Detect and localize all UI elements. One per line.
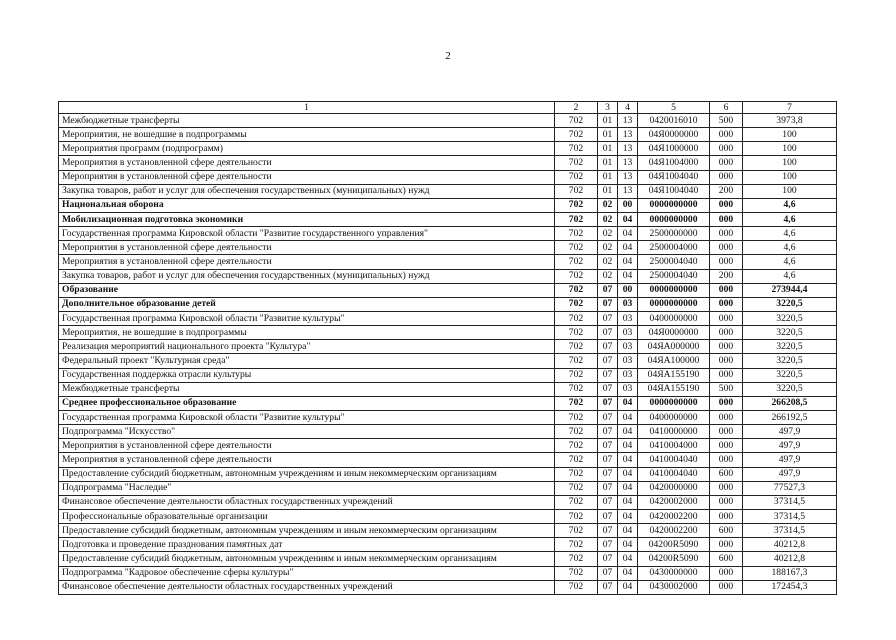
row-target-cell: 04ЯА155190 bbox=[638, 382, 710, 396]
row-amount-cell: 3220,5 bbox=[743, 382, 837, 396]
row-section-cell: 07 bbox=[598, 580, 618, 594]
row-code-cell: 702 bbox=[555, 524, 598, 538]
row-name-cell: Подготовка и проведение празднования памятных дат bbox=[59, 538, 555, 552]
header-cell: 7 bbox=[743, 102, 837, 114]
table-row bbox=[59, 552, 837, 566]
row-type-cell: 000 bbox=[710, 241, 743, 255]
header-cell: 6 bbox=[710, 102, 743, 114]
row-target-cell: 0420000000 bbox=[638, 481, 710, 495]
row-section-cell: 07 bbox=[598, 326, 618, 340]
row-type-cell: 000 bbox=[710, 297, 743, 311]
row-subsection-cell: 03 bbox=[618, 368, 638, 382]
row-subsection-cell: 04 bbox=[618, 396, 638, 410]
row-target-cell: 0000000000 bbox=[638, 283, 710, 297]
header-cell: 2 bbox=[555, 102, 598, 114]
row-amount-cell: 4,6 bbox=[743, 241, 837, 255]
row-section-cell: 01 bbox=[598, 184, 618, 198]
row-subsection-cell: 03 bbox=[618, 311, 638, 325]
row-subsection-cell: 04 bbox=[618, 453, 638, 467]
row-name-cell: Финансовое обеспечение деятельности областных государственных учреждений bbox=[59, 580, 555, 594]
row-name-cell: Закупка товаров, работ и услуг для обеспечения государственных (муниципальных) нужд bbox=[59, 269, 555, 283]
row-section-cell: 07 bbox=[598, 368, 618, 382]
row-code-cell: 702 bbox=[555, 255, 598, 269]
row-amount-cell: 77527,3 bbox=[743, 481, 837, 495]
table-row bbox=[59, 439, 837, 453]
table-row bbox=[59, 340, 837, 354]
row-section-cell: 01 bbox=[598, 114, 618, 128]
row-target-cell: 0410000000 bbox=[638, 425, 710, 439]
table-row bbox=[59, 509, 837, 523]
row-code-cell: 702 bbox=[555, 425, 598, 439]
row-subsection-cell: 13 bbox=[618, 128, 638, 142]
row-target-cell: 0400000000 bbox=[638, 311, 710, 325]
row-amount-cell: 37314,5 bbox=[743, 495, 837, 509]
row-target-cell: 04Я0000000 bbox=[638, 128, 710, 142]
row-subsection-cell: 04 bbox=[618, 580, 638, 594]
table-row bbox=[59, 198, 837, 212]
table-row bbox=[59, 255, 837, 269]
row-code-cell: 702 bbox=[555, 354, 598, 368]
row-code-cell: 702 bbox=[555, 453, 598, 467]
table-row bbox=[59, 269, 837, 283]
row-subsection-cell: 03 bbox=[618, 326, 638, 340]
row-section-cell: 07 bbox=[598, 552, 618, 566]
table-row bbox=[59, 326, 837, 340]
row-name-cell: Мероприятия в установленной сфере деятельности bbox=[59, 170, 555, 184]
row-section-cell: 07 bbox=[598, 396, 618, 410]
row-section-cell: 07 bbox=[598, 439, 618, 453]
row-target-cell: 0420002000 bbox=[638, 495, 710, 509]
row-type-cell: 500 bbox=[710, 114, 743, 128]
row-target-cell: 0430000000 bbox=[638, 566, 710, 580]
row-subsection-cell: 04 bbox=[618, 241, 638, 255]
row-name-cell: Мероприятия в установленной сфере деятельности bbox=[59, 439, 555, 453]
row-type-cell: 000 bbox=[710, 311, 743, 325]
table-row bbox=[59, 156, 837, 170]
row-section-cell: 07 bbox=[598, 509, 618, 523]
row-name-cell: Образование bbox=[59, 283, 555, 297]
table-row bbox=[59, 212, 837, 226]
row-target-cell: 2500004040 bbox=[638, 255, 710, 269]
row-type-cell: 000 bbox=[710, 425, 743, 439]
row-name-cell: Мероприятия в установленной сфере деятельности bbox=[59, 241, 555, 255]
row-amount-cell: 497,9 bbox=[743, 453, 837, 467]
row-type-cell: 000 bbox=[710, 566, 743, 580]
row-section-cell: 02 bbox=[598, 255, 618, 269]
row-name-cell: Финансовое обеспечение деятельности областных государственных учреждений bbox=[59, 495, 555, 509]
row-name-cell: Профессиональные образовательные организации bbox=[59, 509, 555, 523]
row-amount-cell: 3220,5 bbox=[743, 340, 837, 354]
row-name-cell: Предоставление субсидий бюджетным, автономным учреждениям и иным некоммерческим организациям bbox=[59, 552, 555, 566]
table-row bbox=[59, 538, 837, 552]
row-target-cell: 0000000000 bbox=[638, 212, 710, 226]
row-code-cell: 702 bbox=[555, 241, 598, 255]
table-row bbox=[59, 524, 837, 538]
row-subsection-cell: 04 bbox=[618, 212, 638, 226]
row-section-cell: 02 bbox=[598, 269, 618, 283]
row-target-cell: 04ЯА100000 bbox=[638, 354, 710, 368]
row-name-cell: Подпрограмма "Кадровое обеспечение сферы культуры" bbox=[59, 566, 555, 580]
table-row bbox=[59, 453, 837, 467]
row-target-cell: 04Я0000000 bbox=[638, 326, 710, 340]
row-name-cell: Мероприятия в установленной сфере деятельности bbox=[59, 156, 555, 170]
row-name-cell: Федеральный проект "Культурная среда" bbox=[59, 354, 555, 368]
table-row bbox=[59, 354, 837, 368]
row-amount-cell: 100 bbox=[743, 128, 837, 142]
row-section-cell: 07 bbox=[598, 566, 618, 580]
row-type-cell: 000 bbox=[710, 128, 743, 142]
row-section-cell: 02 bbox=[598, 241, 618, 255]
row-section-cell: 07 bbox=[598, 297, 618, 311]
row-amount-cell: 100 bbox=[743, 142, 837, 156]
row-section-cell: 07 bbox=[598, 467, 618, 481]
row-section-cell: 07 bbox=[598, 425, 618, 439]
row-code-cell: 702 bbox=[555, 311, 598, 325]
table-row bbox=[59, 297, 837, 311]
row-name-cell: Закупка товаров, работ и услуг для обеспечения государственных (муниципальных) нужд bbox=[59, 184, 555, 198]
row-type-cell: 000 bbox=[710, 170, 743, 184]
table-row bbox=[59, 283, 837, 297]
row-subsection-cell: 13 bbox=[618, 184, 638, 198]
row-type-cell: 000 bbox=[710, 580, 743, 594]
row-target-cell: 04ЯА000000 bbox=[638, 340, 710, 354]
table-row bbox=[59, 382, 837, 396]
row-code-cell: 702 bbox=[555, 283, 598, 297]
row-subsection-cell: 04 bbox=[618, 524, 638, 538]
row-section-cell: 07 bbox=[598, 524, 618, 538]
row-section-cell: 02 bbox=[598, 227, 618, 241]
row-name-cell: Мероприятия, не вошедшие в подпрограммы bbox=[59, 128, 555, 142]
row-section-cell: 01 bbox=[598, 156, 618, 170]
row-type-cell: 000 bbox=[710, 453, 743, 467]
row-section-cell: 07 bbox=[598, 410, 618, 424]
row-section-cell: 07 bbox=[598, 311, 618, 325]
row-section-cell: 07 bbox=[598, 340, 618, 354]
row-amount-cell: 188167,3 bbox=[743, 566, 837, 580]
row-name-cell: Мероприятия в установленной сфере деятельности bbox=[59, 453, 555, 467]
row-code-cell: 702 bbox=[555, 269, 598, 283]
table-row bbox=[59, 580, 837, 594]
row-code-cell: 702 bbox=[555, 297, 598, 311]
row-type-cell: 200 bbox=[710, 184, 743, 198]
row-amount-cell: 40212,8 bbox=[743, 538, 837, 552]
row-code-cell: 702 bbox=[555, 566, 598, 580]
row-amount-cell: 266192,5 bbox=[743, 410, 837, 424]
row-target-cell: 0420016010 bbox=[638, 114, 710, 128]
table-row bbox=[59, 227, 837, 241]
row-subsection-cell: 00 bbox=[618, 198, 638, 212]
row-type-cell: 000 bbox=[710, 283, 743, 297]
row-amount-cell: 4,6 bbox=[743, 269, 837, 283]
row-name-cell: Межбюджетные трансферты bbox=[59, 114, 555, 128]
table-body bbox=[59, 114, 837, 595]
row-amount-cell: 40212,8 bbox=[743, 552, 837, 566]
row-section-cell: 07 bbox=[598, 453, 618, 467]
row-code-cell: 702 bbox=[555, 509, 598, 523]
row-amount-cell: 172454,3 bbox=[743, 580, 837, 594]
table-row bbox=[59, 396, 837, 410]
row-subsection-cell: 04 bbox=[618, 410, 638, 424]
row-target-cell: 0420002200 bbox=[638, 509, 710, 523]
row-type-cell: 600 bbox=[710, 524, 743, 538]
row-subsection-cell: 03 bbox=[618, 340, 638, 354]
row-section-cell: 01 bbox=[598, 170, 618, 184]
row-amount-cell: 4,6 bbox=[743, 212, 837, 226]
table-row bbox=[59, 410, 837, 424]
row-subsection-cell: 04 bbox=[618, 538, 638, 552]
row-code-cell: 702 bbox=[555, 114, 598, 128]
header-row bbox=[59, 102, 837, 114]
row-code-cell: 702 bbox=[555, 538, 598, 552]
row-code-cell: 702 bbox=[555, 170, 598, 184]
row-subsection-cell: 04 bbox=[618, 227, 638, 241]
row-code-cell: 702 bbox=[555, 156, 598, 170]
row-amount-cell: 100 bbox=[743, 170, 837, 184]
row-target-cell: 0000000000 bbox=[638, 297, 710, 311]
row-code-cell: 702 bbox=[555, 467, 598, 481]
row-target-cell: 04Я1004040 bbox=[638, 184, 710, 198]
row-section-cell: 07 bbox=[598, 481, 618, 495]
row-code-cell: 702 bbox=[555, 340, 598, 354]
row-code-cell: 702 bbox=[555, 552, 598, 566]
row-name-cell: Подпрограмма "Искусство" bbox=[59, 425, 555, 439]
row-code-cell: 702 bbox=[555, 227, 598, 241]
row-amount-cell: 3220,5 bbox=[743, 297, 837, 311]
row-type-cell: 500 bbox=[710, 382, 743, 396]
row-name-cell: Среднее профессиональное образование bbox=[59, 396, 555, 410]
row-target-cell: 0410004040 bbox=[638, 453, 710, 467]
row-section-cell: 02 bbox=[598, 212, 618, 226]
row-amount-cell: 3220,5 bbox=[743, 311, 837, 325]
row-name-cell: Мероприятия программ (подпрограмм) bbox=[59, 142, 555, 156]
row-subsection-cell: 04 bbox=[618, 255, 638, 269]
row-type-cell: 000 bbox=[710, 340, 743, 354]
row-code-cell: 702 bbox=[555, 326, 598, 340]
row-amount-cell: 266208,5 bbox=[743, 396, 837, 410]
row-amount-cell: 273944,4 bbox=[743, 283, 837, 297]
row-subsection-cell: 13 bbox=[618, 156, 638, 170]
row-target-cell: 04ЯА155190 bbox=[638, 368, 710, 382]
row-subsection-cell: 00 bbox=[618, 283, 638, 297]
row-type-cell: 000 bbox=[710, 538, 743, 552]
row-name-cell: Предоставление субсидий бюджетным, автономным учреждениям и иным некоммерческим организациям bbox=[59, 524, 555, 538]
row-target-cell: 04200R5090 bbox=[638, 538, 710, 552]
row-subsection-cell: 04 bbox=[618, 495, 638, 509]
row-amount-cell: 3973,8 bbox=[743, 114, 837, 128]
row-code-cell: 702 bbox=[555, 128, 598, 142]
table-row bbox=[59, 114, 837, 128]
row-type-cell: 000 bbox=[710, 509, 743, 523]
row-section-cell: 07 bbox=[598, 382, 618, 396]
table-row bbox=[59, 170, 837, 184]
row-code-cell: 702 bbox=[555, 198, 598, 212]
row-type-cell: 000 bbox=[710, 198, 743, 212]
row-section-cell: 01 bbox=[598, 142, 618, 156]
row-section-cell: 07 bbox=[598, 354, 618, 368]
row-code-cell: 702 bbox=[555, 184, 598, 198]
row-code-cell: 702 bbox=[555, 142, 598, 156]
row-type-cell: 600 bbox=[710, 467, 743, 481]
row-type-cell: 000 bbox=[710, 255, 743, 269]
row-target-cell: 04200R5090 bbox=[638, 552, 710, 566]
header-cell: 5 bbox=[638, 102, 710, 114]
row-amount-cell: 3220,5 bbox=[743, 354, 837, 368]
row-type-cell: 200 bbox=[710, 269, 743, 283]
row-name-cell: Подпрограмма "Наследие" bbox=[59, 481, 555, 495]
row-type-cell: 000 bbox=[710, 212, 743, 226]
row-name-cell: Национальная оборона bbox=[59, 198, 555, 212]
row-section-cell: 07 bbox=[598, 538, 618, 552]
row-target-cell: 2500004000 bbox=[638, 241, 710, 255]
table-row bbox=[59, 566, 837, 580]
row-target-cell: 0410004040 bbox=[638, 467, 710, 481]
row-code-cell: 702 bbox=[555, 382, 598, 396]
row-code-cell: 702 bbox=[555, 481, 598, 495]
table-row bbox=[59, 128, 837, 142]
row-subsection-cell: 04 bbox=[618, 509, 638, 523]
row-name-cell: Государственная программа Кировской области "Развитие государственного управления" bbox=[59, 227, 555, 241]
row-name-cell: Мероприятия в установленной сфере деятельности bbox=[59, 255, 555, 269]
row-amount-cell: 4,6 bbox=[743, 255, 837, 269]
row-name-cell: Мероприятия, не вошедшие в подпрограммы bbox=[59, 326, 555, 340]
table-row bbox=[59, 311, 837, 325]
row-subsection-cell: 04 bbox=[618, 552, 638, 566]
row-amount-cell: 3220,5 bbox=[743, 326, 837, 340]
row-name-cell: Реализация мероприятий национального проекта "Культура" bbox=[59, 340, 555, 354]
row-type-cell: 000 bbox=[710, 495, 743, 509]
row-amount-cell: 497,9 bbox=[743, 425, 837, 439]
row-target-cell: 0000000000 bbox=[638, 198, 710, 212]
row-type-cell: 000 bbox=[710, 326, 743, 340]
row-amount-cell: 4,6 bbox=[743, 227, 837, 241]
row-subsection-cell: 13 bbox=[618, 170, 638, 184]
page-number: 2 bbox=[445, 50, 451, 62]
row-code-cell: 702 bbox=[555, 396, 598, 410]
row-amount-cell: 37314,5 bbox=[743, 524, 837, 538]
row-subsection-cell: 04 bbox=[618, 467, 638, 481]
row-subsection-cell: 03 bbox=[618, 382, 638, 396]
row-section-cell: 01 bbox=[598, 128, 618, 142]
header-cell: 4 bbox=[618, 102, 638, 114]
row-target-cell: 2500004040 bbox=[638, 269, 710, 283]
row-type-cell: 600 bbox=[710, 552, 743, 566]
row-target-cell: 04Я1004040 bbox=[638, 170, 710, 184]
row-subsection-cell: 03 bbox=[618, 354, 638, 368]
row-target-cell: 0410004000 bbox=[638, 439, 710, 453]
row-type-cell: 000 bbox=[710, 142, 743, 156]
row-type-cell: 000 bbox=[710, 410, 743, 424]
table-row bbox=[59, 467, 837, 481]
header-cell: 3 bbox=[598, 102, 618, 114]
row-code-cell: 702 bbox=[555, 410, 598, 424]
table-row bbox=[59, 495, 837, 509]
row-target-cell: 04Я1004000 bbox=[638, 156, 710, 170]
row-section-cell: 02 bbox=[598, 198, 618, 212]
row-code-cell: 702 bbox=[555, 368, 598, 382]
row-subsection-cell: 04 bbox=[618, 481, 638, 495]
row-amount-cell: 100 bbox=[743, 156, 837, 170]
row-section-cell: 07 bbox=[598, 495, 618, 509]
row-target-cell: 2500000000 bbox=[638, 227, 710, 241]
row-code-cell: 702 bbox=[555, 439, 598, 453]
row-target-cell: 0000000000 bbox=[638, 396, 710, 410]
table-row bbox=[59, 368, 837, 382]
budget-table bbox=[58, 101, 837, 595]
row-name-cell: Межбюджетные трансферты bbox=[59, 382, 555, 396]
table-row bbox=[59, 142, 837, 156]
row-target-cell: 0420002200 bbox=[638, 524, 710, 538]
table-row bbox=[59, 481, 837, 495]
row-code-cell: 702 bbox=[555, 495, 598, 509]
row-name-cell: Государственная поддержка отрасли культуры bbox=[59, 368, 555, 382]
header-cell: 1 bbox=[59, 102, 555, 114]
row-amount-cell: 497,9 bbox=[743, 467, 837, 481]
table-row bbox=[59, 241, 837, 255]
row-name-cell: Государственная программа Кировской области "Развитие культуры" bbox=[59, 410, 555, 424]
row-type-cell: 000 bbox=[710, 481, 743, 495]
row-amount-cell: 100 bbox=[743, 184, 837, 198]
row-subsection-cell: 04 bbox=[618, 439, 638, 453]
row-name-cell: Дополнительное образование детей bbox=[59, 297, 555, 311]
row-subsection-cell: 04 bbox=[618, 269, 638, 283]
row-target-cell: 04Я1000000 bbox=[638, 142, 710, 156]
row-name-cell: Мобилизационная подготовка экономики bbox=[59, 212, 555, 226]
row-amount-cell: 3220,5 bbox=[743, 368, 837, 382]
row-type-cell: 000 bbox=[710, 368, 743, 382]
row-type-cell: 000 bbox=[710, 354, 743, 368]
row-subsection-cell: 13 bbox=[618, 114, 638, 128]
row-subsection-cell: 03 bbox=[618, 297, 638, 311]
row-subsection-cell: 04 bbox=[618, 425, 638, 439]
row-section-cell: 07 bbox=[598, 283, 618, 297]
row-name-cell: Предоставление субсидий бюджетным, автономным учреждениям и иным некоммерческим организациям bbox=[59, 467, 555, 481]
row-subsection-cell: 13 bbox=[618, 142, 638, 156]
table-row bbox=[59, 184, 837, 198]
row-target-cell: 0400000000 bbox=[638, 410, 710, 424]
row-amount-cell: 37314,5 bbox=[743, 509, 837, 523]
row-type-cell: 000 bbox=[710, 396, 743, 410]
row-type-cell: 000 bbox=[710, 156, 743, 170]
row-type-cell: 000 bbox=[710, 439, 743, 453]
row-type-cell: 000 bbox=[710, 227, 743, 241]
row-code-cell: 702 bbox=[555, 580, 598, 594]
row-code-cell: 702 bbox=[555, 212, 598, 226]
row-subsection-cell: 04 bbox=[618, 566, 638, 580]
row-name-cell: Государственная программа Кировской области "Развитие культуры" bbox=[59, 311, 555, 325]
row-amount-cell: 497,9 bbox=[743, 439, 837, 453]
row-amount-cell: 4,6 bbox=[743, 198, 837, 212]
row-target-cell: 0430002000 bbox=[638, 580, 710, 594]
table-row bbox=[59, 425, 837, 439]
